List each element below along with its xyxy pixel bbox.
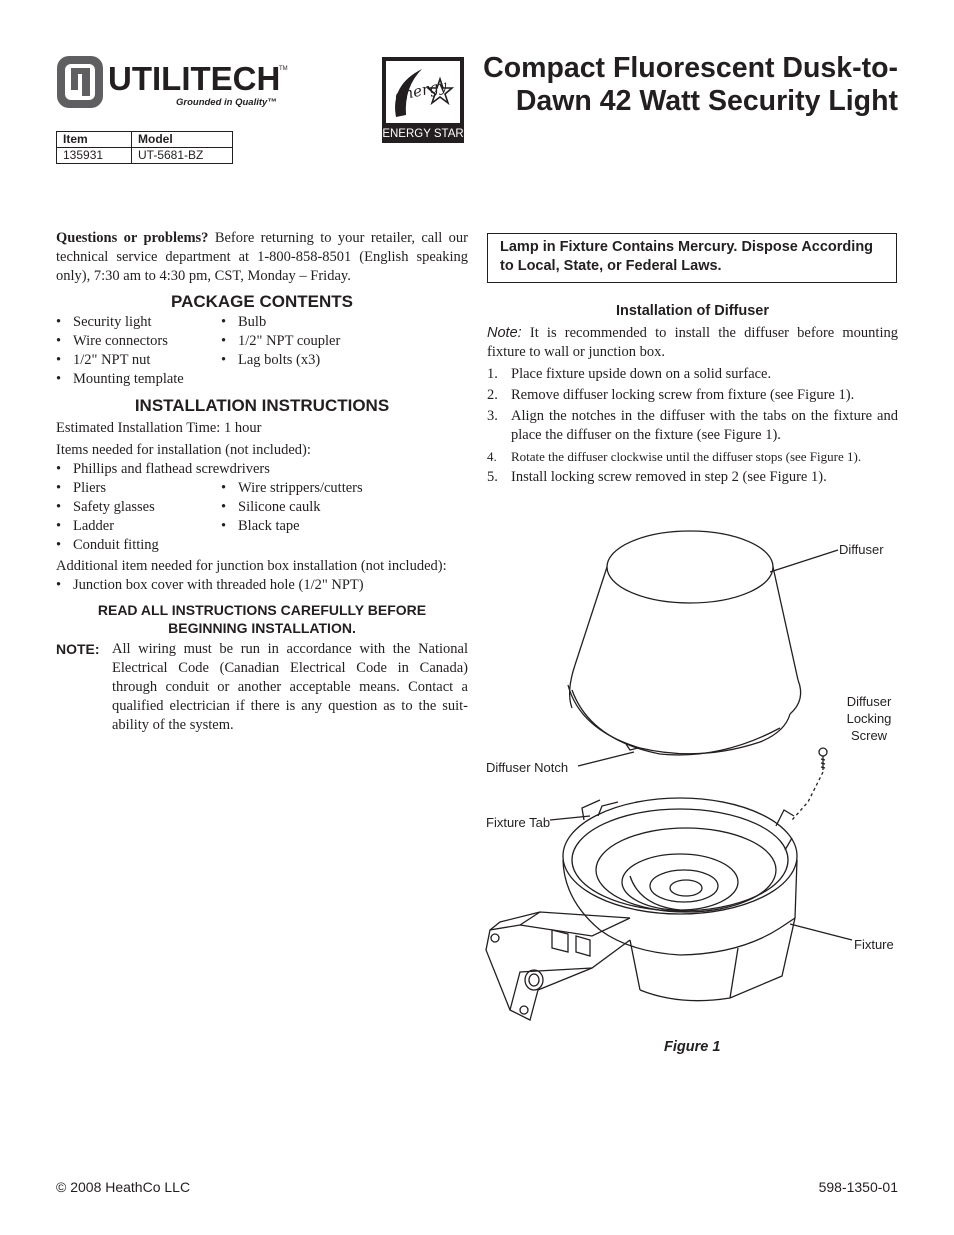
questions-text: Before returning to your retailer, call our technical service department at 1-800-858-8501 (English speaking only), 7:30 am to 4:30 pm, CST, Monday – Friday. [56, 230, 468, 284]
diffuser-steps [487, 365, 898, 487]
list-item: • Lag bolts (x3) [221, 352, 321, 368]
read-all-warning: READ ALL INSTRUCTIONS CAREFULLY BEFORE BEGINNING INSTALLATION. [97, 602, 427, 636]
list-item: • Wire connectors [56, 333, 168, 349]
screw-label-line2: Locking [846, 711, 892, 726]
package-contents-list [56, 313, 468, 389]
diffuser-heading: Installation of Diffuser [615, 303, 770, 319]
list-item: • Security light [56, 314, 152, 330]
questions-lead: Questions or problems? [56, 230, 209, 246]
utilitech-logo-icon [56, 54, 296, 110]
diffuser-note-label: Note: [487, 325, 522, 341]
list-item: 1. Place fixture upside down on a solid surface. [487, 366, 772, 382]
list-item: • Junction box cover with threaded hole (1/2" NPT) [56, 577, 364, 593]
list-item: • Black tape [221, 518, 300, 534]
table-header-item: Item [57, 132, 132, 148]
diffuser-label: Diffuser [839, 542, 884, 557]
installation-heading: INSTALLATION INSTRUCTIONS [134, 396, 390, 415]
list-item: • Safety glasses [56, 499, 155, 515]
items-needed-list [56, 460, 468, 555]
screw-label-line1: Diffuser [846, 694, 892, 709]
list-item: • 1/2" NPT nut [56, 352, 151, 368]
table-row [57, 148, 233, 164]
table-header-model: Model [132, 132, 233, 148]
list-item: • Ladder [56, 518, 115, 534]
list-item: 2. Remove diffuser locking screw from fixture (see Figure 1). [487, 387, 855, 403]
utilitech-logo [56, 54, 296, 110]
list-item: • Wire strippers/cutters [221, 480, 363, 496]
item-model-table [56, 131, 233, 164]
page-title-line2: Dawn 42 Watt Security Light [515, 85, 898, 117]
figure-caption: Figure 1 [664, 1039, 721, 1055]
note-text: All wiring must be run in accordance with the National Electrical Code (Canadian Electrical Code in Canada) through conduit or another acceptable means. Contact a qualified electrician if there is any question as to the suit-ability of the system. [112, 641, 468, 733]
diffuser-note-text: It is recommended to install the diffuser before mounting fixture to wall or junction box. [487, 325, 898, 360]
questions-paragraph [56, 229, 468, 286]
figure-1-illustration [480, 520, 910, 1040]
energy-star-icon [382, 57, 464, 143]
diffuser-note [487, 324, 898, 362]
logo-tagline: Grounded in Quality™ [176, 97, 277, 108]
list-item: 5. Install locking screw removed in step 2 (see Figure 1). [487, 469, 827, 485]
additional-item-list [56, 576, 468, 595]
list-item: • 1/2" NPT coupler [221, 333, 341, 349]
list-item: 4. Rotate the diffuser clockwise until the diffuser stops (see Figure 1). [487, 449, 862, 464]
logo-text: UTILITECH [108, 60, 281, 97]
copyright-text: © 2008 HeathCo LLC [56, 1179, 191, 1195]
fixture-label: Fixture [854, 937, 894, 952]
diffuser-notch-label: Diffuser Notch [486, 760, 569, 775]
note-label: NOTE: [56, 641, 100, 657]
item-number: 135931 [57, 148, 132, 164]
wiring-note [56, 640, 468, 735]
installation-time: Estimated Installation Time: 1 hour [56, 420, 262, 436]
mercury-warning-box: Lamp in Fixture Contains Mercury. Dispose According to Local, State, or Federal Laws. [487, 233, 897, 283]
logo-trademark: TM [279, 66, 288, 72]
list-item: • Bulb [221, 314, 267, 330]
energy-star-logo [382, 57, 464, 143]
list-item: • Conduit fitting [56, 537, 159, 553]
page-title-line1: Compact Fluorescent Dusk-to- [483, 52, 898, 84]
screw-label-line3: Screw [850, 728, 888, 743]
list-item: • Pliers [56, 480, 107, 496]
table-header-row [57, 132, 233, 148]
page-title [470, 52, 898, 118]
list-item: • Silicone caulk [221, 499, 321, 515]
energy-star-script: energy [393, 76, 449, 105]
items-needed-label: Items needed for installation (not included): [56, 442, 311, 458]
fixture-tab-label: Fixture Tab [486, 815, 551, 830]
document-number: 598-1350-01 [818, 1179, 898, 1195]
model-number: UT-5681-BZ [132, 148, 233, 164]
list-item: 3. Align the notches in the diffuser with the tabs on the fixture and place the diffuser on the fixture (see Figure 1). [487, 408, 898, 443]
additional-item-label: Additional item needed for junction box installation (not included): [56, 558, 447, 574]
energy-star-label: ENERGY STAR [382, 128, 464, 140]
package-contents-heading: PACKAGE CONTENTS [171, 292, 353, 311]
list-item: • Phillips and flathead screwdrivers [56, 461, 270, 477]
list-item: • Mounting template [56, 371, 184, 387]
figure-1 [480, 520, 910, 1040]
